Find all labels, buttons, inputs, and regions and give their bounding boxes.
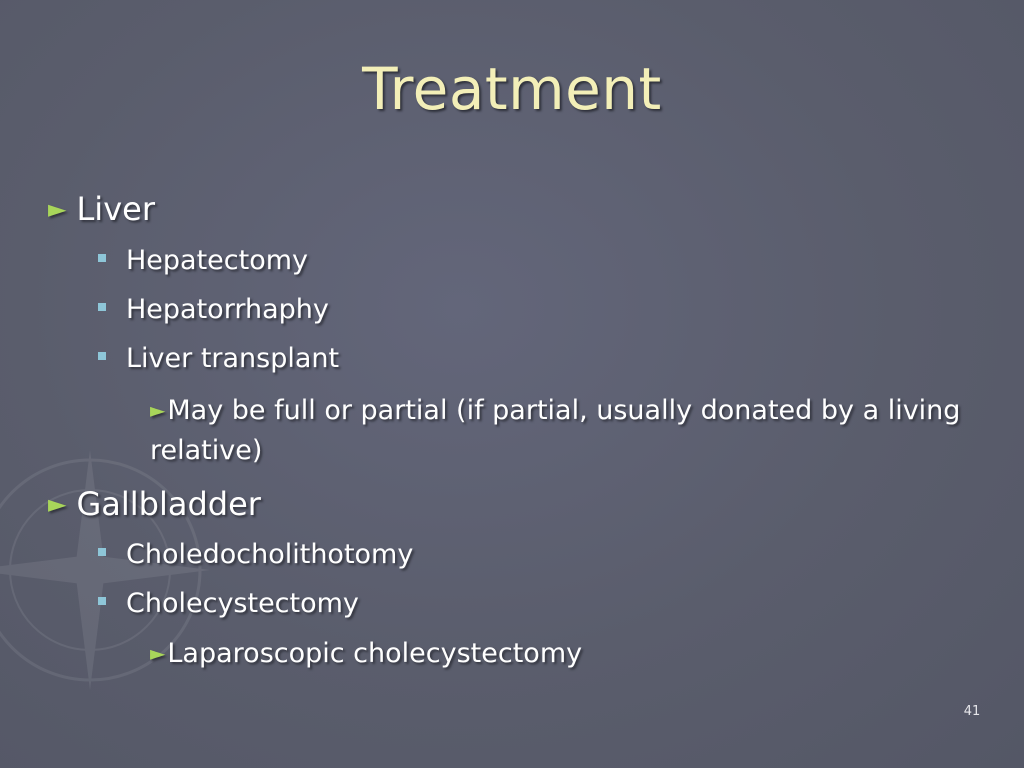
square-bullet-icon (98, 548, 106, 556)
sub-list-item-text: Laparoscopic cholecystectomy (167, 638, 583, 669)
triangle-bullet-icon: ► (48, 195, 67, 223)
list-item (98, 343, 339, 374)
list-item (98, 539, 413, 570)
list-item-text: Choledocholithotomy (126, 539, 414, 570)
square-bullet-icon (98, 254, 106, 262)
sub-list-item-text: May be full or partial (if partial, usually donated by a living relative) (150, 395, 961, 466)
triangle-bullet-icon: ► (48, 490, 67, 518)
page-number: 41 (963, 704, 981, 719)
triangle-bullet-icon: ► (150, 641, 166, 665)
list-item-text: Hepatectomy (126, 245, 309, 276)
list-item (98, 245, 308, 276)
square-bullet-icon (98, 303, 106, 311)
bullet-liver (48, 190, 155, 228)
slide-title: Treatment (362, 55, 662, 123)
sub-list-item (150, 638, 582, 669)
section-heading: Gallbladder (76, 485, 261, 523)
list-item (98, 588, 359, 619)
square-bullet-icon (98, 597, 106, 605)
sub-list-item (150, 390, 970, 471)
square-bullet-icon (98, 352, 106, 360)
bullet-gallbladder (48, 485, 261, 523)
list-item (98, 294, 329, 325)
list-item-text: Liver transplant (126, 343, 340, 374)
triangle-bullet-icon: ► (150, 398, 166, 422)
list-item-text: Hepatorrhaphy (126, 294, 329, 325)
section-heading: Liver (76, 190, 155, 228)
list-item-text: Cholecystectomy (126, 588, 359, 619)
